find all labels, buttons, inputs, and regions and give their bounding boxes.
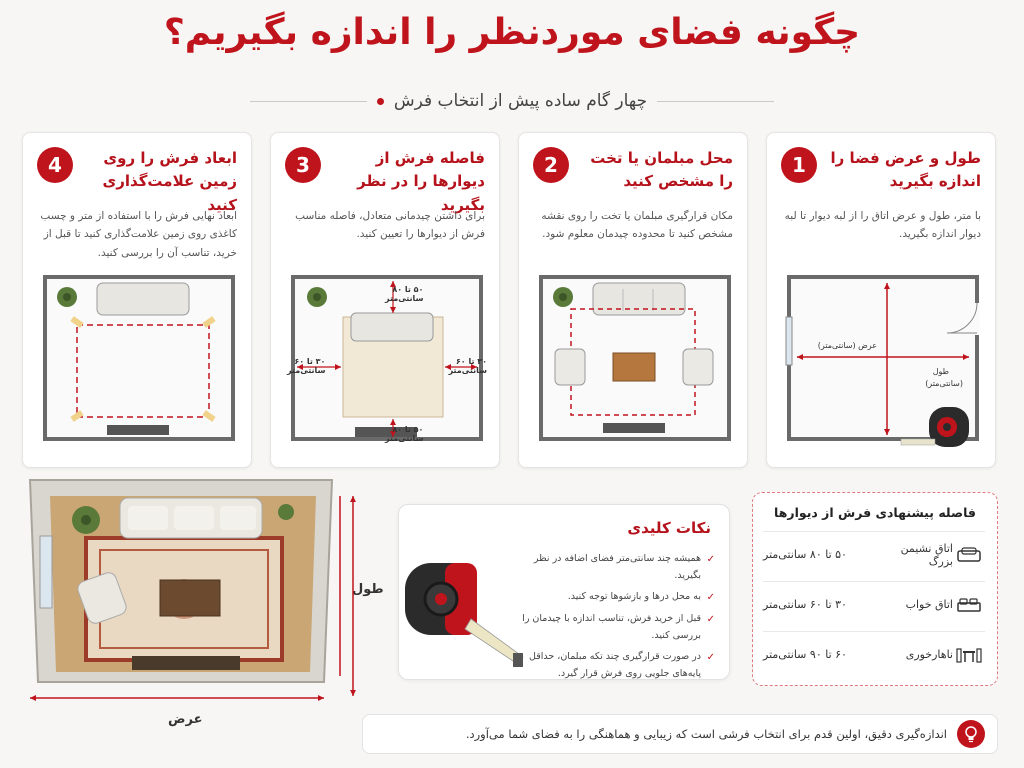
room-name: اتاق نشیمن بزرگ <box>900 541 953 568</box>
coffee-table <box>613 353 655 381</box>
sofa-icon <box>97 283 189 315</box>
step-number: 1 <box>781 147 817 183</box>
distance-table-title: فاصله پیشنهادی فرش از دیوارها <box>774 505 976 520</box>
plant-icon <box>72 506 100 534</box>
step-title: فاصله فرش از دیوارها را در نظر بگیرید <box>357 149 485 214</box>
length-unit: (سانتی‌متر) <box>925 379 963 388</box>
step-title: محل مبلمان یا تخت را مشخص کنید <box>590 149 733 191</box>
window <box>40 536 52 608</box>
footer-banner <box>362 714 998 754</box>
room-photo-illustration <box>24 476 344 708</box>
tip-item: ✓ در صورت قرارگیری چند تکه مبلمان، حداقل پایه‌های جلویی روی فرش قرار گیرد. <box>529 651 715 679</box>
dining-table-icon <box>953 644 985 666</box>
distance-table-card <box>752 492 998 686</box>
step-text: ابعاد نهایی فرش را با استفاده از متر و چسب کاغذی روی زمین علامت‌گذاری کنید تا قبل از خرید، تناسب آن را بررسی کنید. <box>40 210 237 259</box>
tv-stand <box>603 423 665 433</box>
armchair-icon <box>683 349 713 385</box>
tv-stand <box>107 425 169 435</box>
step-number: 3 <box>285 147 321 183</box>
step-card-1 <box>766 132 996 468</box>
tip-item: ✓ همیشه چند سانتی‌متر فضای اضافه در نظر بگیرید. <box>533 553 715 581</box>
step-title: ابعاد فرش را روی زمین علامت‌گذاری کنید <box>102 149 237 214</box>
tip-item: ✓ به محل درها و بازشوها توجه کنید. <box>519 589 715 606</box>
plant-icon <box>278 504 294 520</box>
right-distance-label: ۳۰ تا ۶۰ سانتی‌متر <box>448 357 487 375</box>
check-icon: ✓ <box>706 554 715 565</box>
sofa-icon <box>953 544 985 566</box>
table-row <box>763 581 985 627</box>
divider-line <box>250 101 367 102</box>
step-title: طول و عرض فضا را اندازه بگیرید <box>830 149 981 191</box>
photo-length-label: طول <box>352 582 384 597</box>
tape-measure-icon <box>401 553 525 671</box>
tip-item: ✓ قبل از خرید فرش، تناسب اندازه با چیدمان را بررسی کنید. <box>522 612 715 641</box>
room-name: اتاق خواب <box>905 598 953 611</box>
floor-marking-diagram <box>37 263 239 457</box>
step-card-2 <box>518 132 748 468</box>
subtitle-row <box>250 86 774 116</box>
step-number: 4 <box>37 147 73 183</box>
page-title: چگونه فضای موردنظر را اندازه بگیریم؟ <box>163 12 861 53</box>
bottom-distance-label: ۵۰ تا ۸۰ سانتی‌متر <box>385 425 424 443</box>
tips-list <box>519 551 715 687</box>
divider-dot <box>377 98 384 105</box>
tips-title: نکات کلیدی <box>627 519 711 537</box>
sofa-icon <box>351 313 433 341</box>
bed-icon <box>953 594 985 616</box>
key-tips-card <box>398 504 730 680</box>
sofa-icon <box>120 498 262 538</box>
table-row <box>763 631 985 677</box>
armchair-icon <box>555 349 585 385</box>
page-subtitle: چهار گام ساده پیش از انتخاب فرش <box>393 91 648 111</box>
check-icon: ✓ <box>706 652 715 664</box>
photo-length-arrow <box>348 494 358 698</box>
plant-icon <box>57 287 77 307</box>
photo-width-label: عرض <box>168 712 203 727</box>
coffee-table <box>160 580 220 616</box>
step-text: برای داشتن چیدمانی متعادل، فاصله مناسب فرش از دیوارها را تعیین کنید. <box>295 210 485 241</box>
plant-icon <box>553 287 573 307</box>
check-icon: ✓ <box>706 613 715 625</box>
window <box>786 317 792 365</box>
room-measure-diagram <box>781 263 983 457</box>
table-row <box>763 531 985 577</box>
footer-text: اندازه‌گیری دقیق، اولین قدم برای انتخاب فرشی است که زیبایی و هماهنگی را به فضای شما می‌آورد. <box>465 727 947 741</box>
room-name: ناهارخوری <box>905 648 953 661</box>
distance-value: ۶۰ تا ۹۰ سانتی‌متر <box>763 648 847 661</box>
step-text: مکان قرارگیری مبلمان یا تخت را روی نقشه مشخص کنید تا محدوده چیدمان معلوم شود. <box>541 210 733 241</box>
left-distance-label: ۳۰ تا ۶۰ سانتی‌متر <box>287 357 326 375</box>
step-number: 2 <box>533 147 569 183</box>
furniture-layout-diagram <box>533 263 735 457</box>
divider-line <box>657 101 774 102</box>
distance-value: ۵۰ تا ۸۰ سانتی‌متر <box>763 548 847 561</box>
tv-stand <box>132 656 240 670</box>
plant-icon <box>307 287 327 307</box>
step-text: با متر، طول و عرض اتاق را از لبه دیوار تا لبه دیوار اندازه بگیرید. <box>784 210 981 241</box>
step-card-4 <box>22 132 252 468</box>
length-label: طول <box>932 367 949 376</box>
distance-value: ۳۰ تا ۶۰ سانتی‌متر <box>763 598 847 611</box>
step-card-3 <box>270 132 500 468</box>
sofa-icon <box>593 283 685 315</box>
width-label: عرض (سانتی‌متر) <box>817 341 877 350</box>
lightbulb-icon <box>957 720 985 748</box>
top-distance-label: ۵۰ تا ۸۰ سانتی‌متر <box>385 285 424 303</box>
check-icon: ✓ <box>706 592 715 604</box>
